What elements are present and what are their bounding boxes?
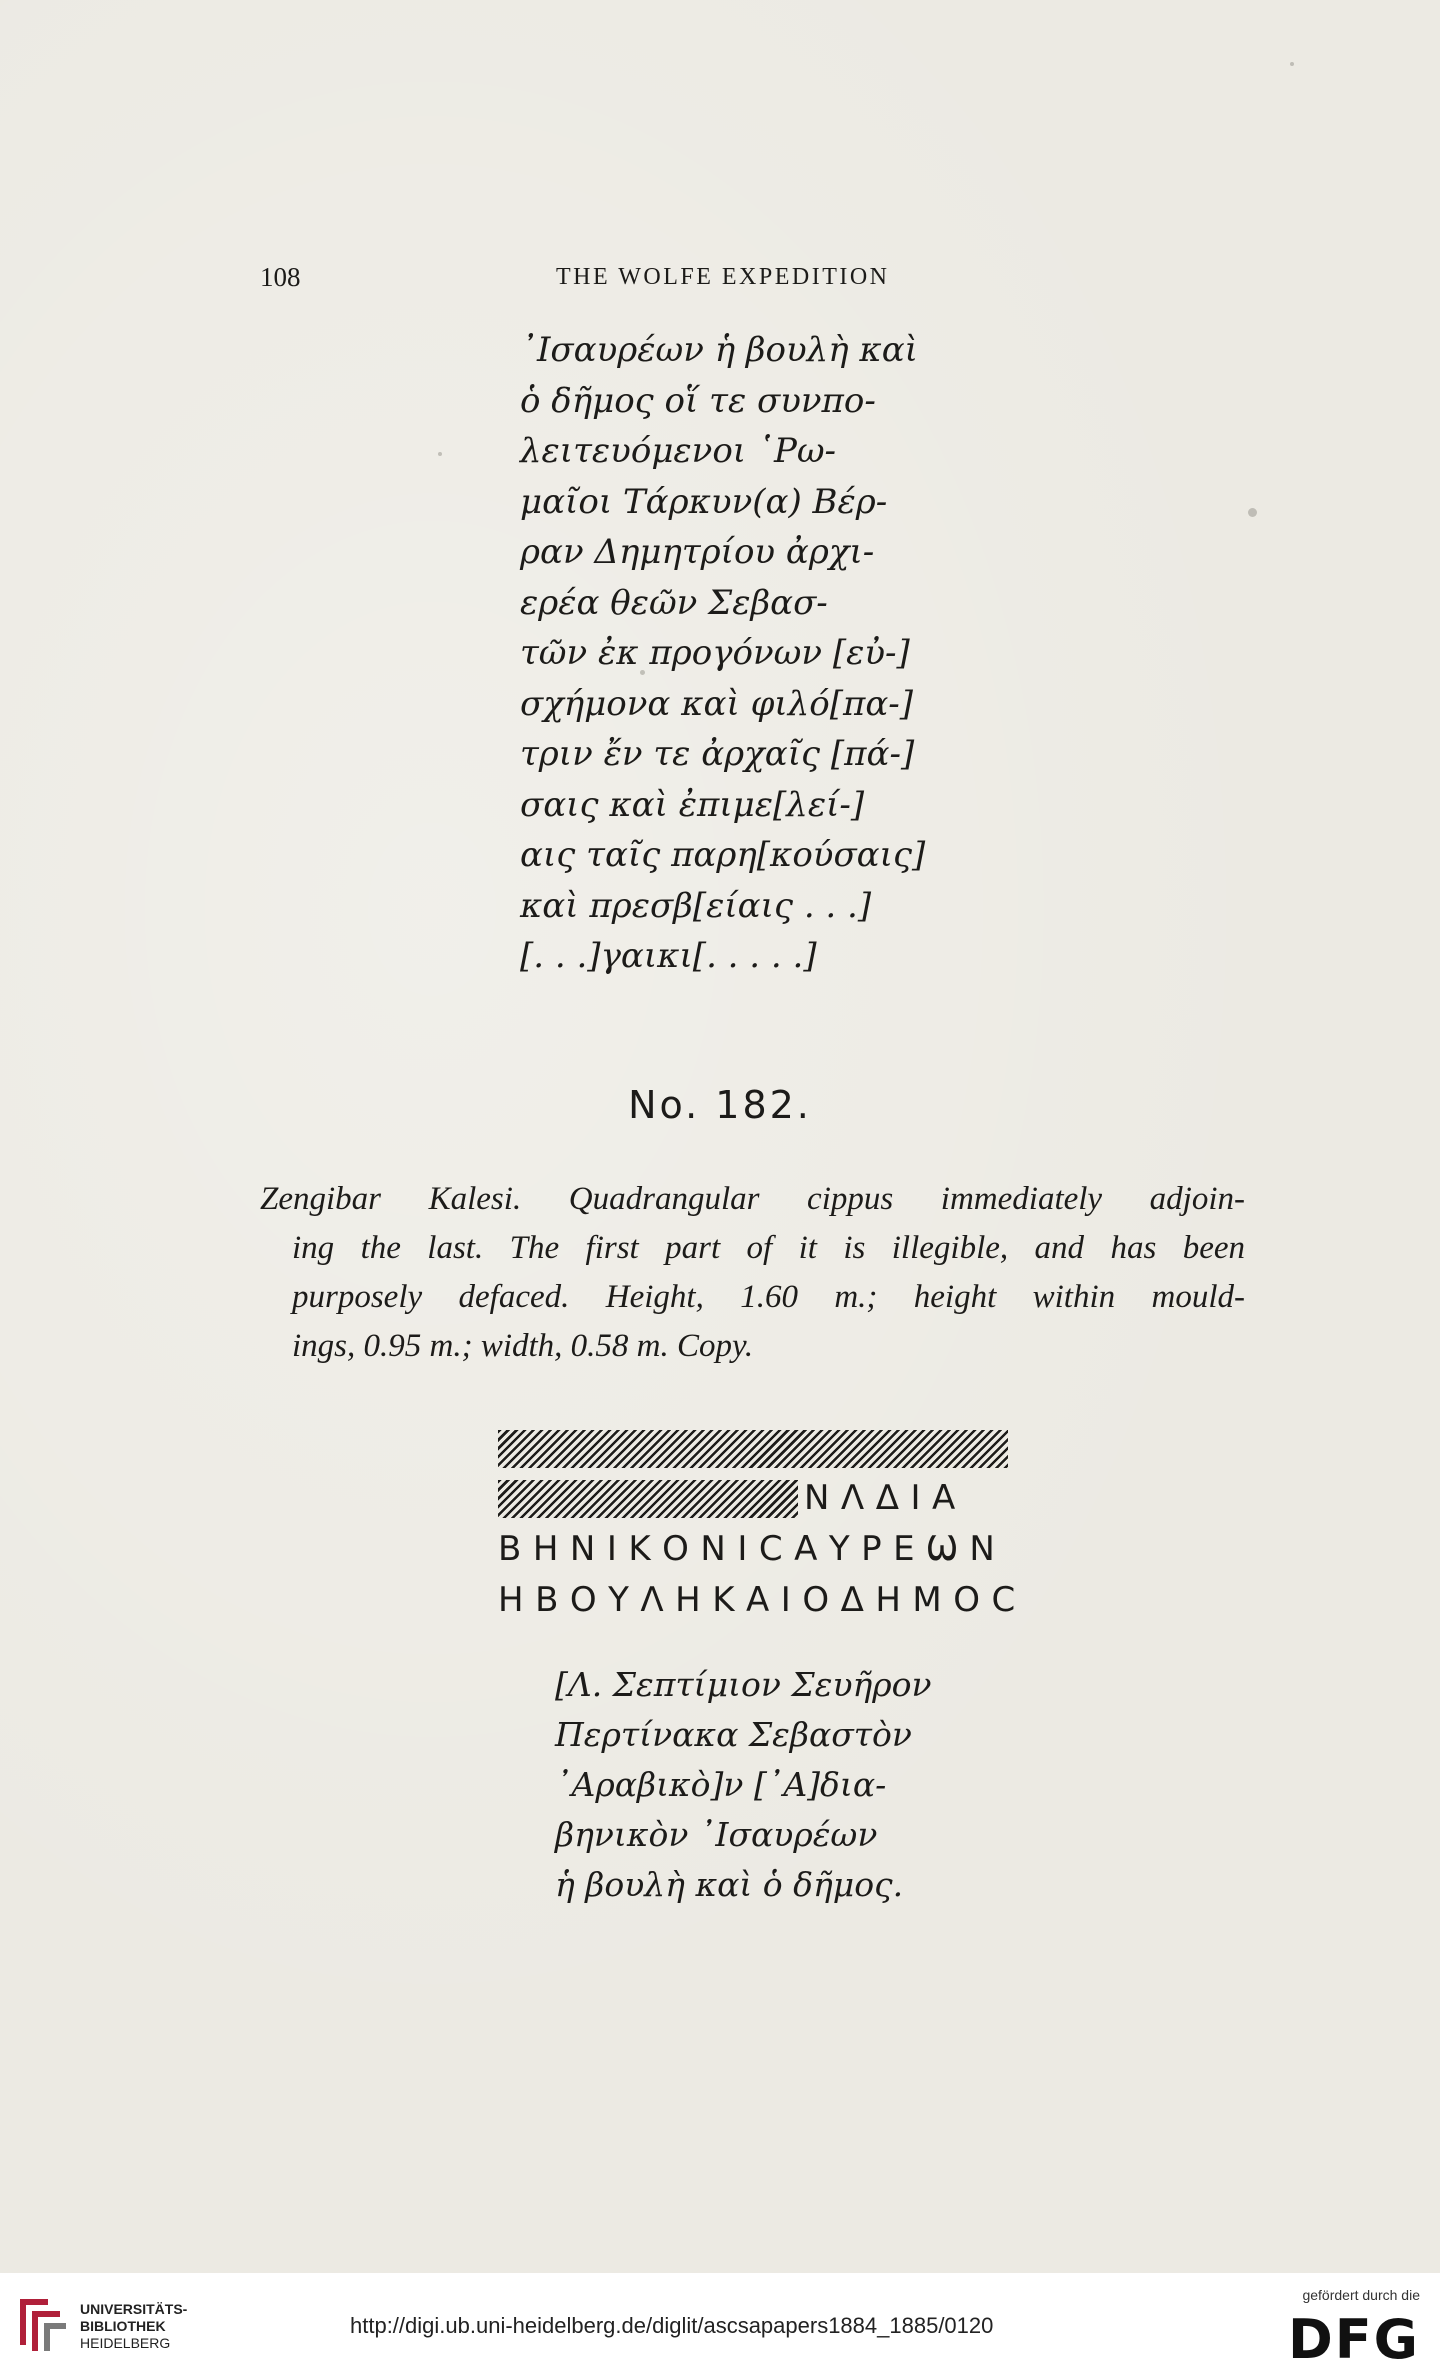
entry-description [260,1175,1245,1371]
greek-transcription [555,1660,932,1910]
library-logo-icon [14,2293,72,2355]
greek-line: τριν ἔν τε ἀρχαῖς [πά-] [520,734,915,774]
greek-line: αις ταῖς παρη[κούσαις] [520,835,926,875]
transcription-line: ἡ βουλὴ καὶ ὁ δῆμος. [555,1865,904,1904]
funded-by-label: gefördert durch die [1302,2287,1420,2303]
greek-line: σχήμονα καὶ φιλό[πα-] [520,683,914,724]
greek-line: μαῖοι Τάρκυν(α) Βέρ- [520,481,888,522]
running-title: THE WOLFE EXPEDITION [556,264,890,290]
library-name-line: BIBLIOTHEK [80,2318,166,2334]
defaced-area [498,1480,798,1518]
running-head [260,262,950,292]
page-number: 108 [260,262,301,292]
greek-line: ὁ δῆμος οἵ τε συνπο- [520,380,876,421]
greek-line: ᾽Ισαυρέων ἡ βουλὴ καὶ [520,330,918,370]
greek-line: ερέα θεῶν Σεβασ- [520,582,828,623]
inscription-line: ΝΛΔΙΑ [804,1478,967,1518]
description-line: Zengibar Kalesi. Quadrangular cippus immediately adjoin- [260,1181,1245,1217]
defaced-area [498,1430,1008,1468]
greek-line: τῶν ἐκ προγόνων [εὐ-] [520,633,910,673]
description-line: ings, 0.95 m.; width, 0.58 m. Copy. [292,1328,754,1364]
library-name-line: UNIVERSITÄTS- [80,2301,188,2317]
greek-line: σαις καὶ ἐπιμε[λεί-] [520,784,865,825]
inscription-line: ΒΗΝΙΚΟΝΙϹΑΥΡΕѠΝ [498,1529,1007,1569]
greek-line: καὶ πρεσβ[είαις . . .] [520,885,872,926]
description-line: ing the last. The first part of it is illegible, and has been [292,1230,1245,1266]
viewer-footer [0,2273,1440,2379]
library-name [80,2301,187,2352]
permalink-url[interactable]: http://digi.ub.uni-heidelberg.de/diglit/ascsapapers1884_1885/0120 [350,2313,994,2338]
greek-line: ραν Δημητρίου ἀρχι- [520,532,875,572]
paper-spot [1248,508,1257,517]
paper-spot [1290,62,1294,66]
transcription-line: Περτίνακα Σεβαστὸν [555,1715,912,1754]
library-name-line: HEIDELBERG [80,2335,171,2351]
transcription-line: βηνικὸν ᾽Ισαυρέων [555,1815,878,1854]
transcription-line: ᾽Αραβικὸ]ν [᾽Α]δια- [555,1765,887,1804]
greek-line: λειτευόμενοι ῾Ρω- [520,431,837,471]
inscription-line: ΗΒΟΥΛΗΚΑΙΟΔΗΜΟϹ [498,1580,1027,1620]
dfg-logo: DFG [1287,2308,1420,2371]
description-line: purposely defaced. Height, 1.60 m.; height within mould- [292,1279,1245,1315]
paper-spot [438,452,442,456]
transcription-line: [Λ. Σεπτίμιον Σευῆρον [555,1665,932,1704]
greek-inscription-text [520,325,925,982]
entry-heading: No. 182. [628,1083,812,1127]
greek-line: [. . .]γαικι[. . . . .] [520,936,817,976]
